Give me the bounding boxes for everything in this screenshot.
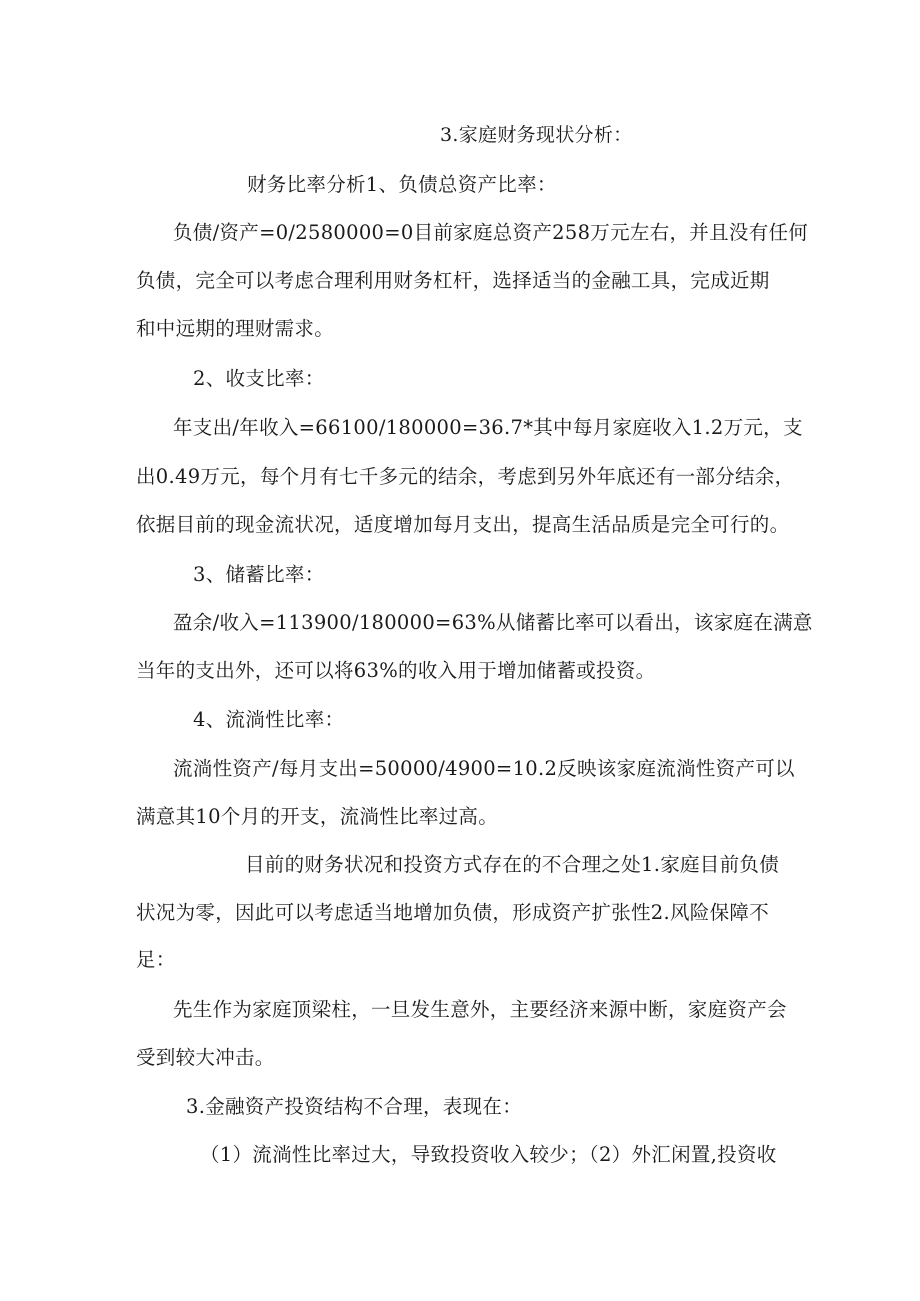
subheading-line: 3.金融资产投资结构不合理，表现在： [186, 1095, 523, 1118]
paragraph-line: 财务比率分析1、负债总资产比率： [247, 173, 557, 196]
paragraph-line: 先生作为家庭顶梁柱，一旦发生意外，主要经济来源中断，家庭资产会 [173, 998, 787, 1021]
subheading-line: 3、储蓄比率： [193, 563, 325, 586]
paragraph-line: 出0.49万元，每个月有七千多元的结余，考虑到另外年底还有一部分结余， [136, 465, 795, 488]
paragraph-line: 流淌性资产/每月支出=50000/4900=10.2反映该家庭流淌性资产可以 [173, 757, 795, 780]
paragraph-line: （1）流淌性比率过大，导致投资收入较少；（2）外汇闲置,投资收 [200, 1143, 777, 1166]
paragraph-line: 目前的财务状况和投资方式存在的不合理之处1.家庭目前负债 [245, 853, 780, 876]
paragraph-line: 依据目前的现金流状况，适度增加每月支出，提高生活品质是完全可行的。 [136, 513, 790, 536]
paragraph-line: 满意其10个月的开支，流淌性比率过高。 [136, 805, 499, 828]
paragraph-line: 和中远期的理财需求。 [136, 317, 335, 340]
paragraph-line: 足： [136, 948, 176, 971]
paragraph-line: 负债/资产=0/2580000=0目前家庭总资产258万元左右，并且没有任何 [173, 221, 809, 244]
paragraph-line: 当年的支出外，还可以将63%的收入用于增加储蓄或投资。 [136, 659, 656, 682]
paragraph-line: 受到较大冲击。 [136, 1046, 275, 1069]
subheading-line: 2、收支比率： [193, 367, 325, 390]
paragraph-line: 状况为零，因此可以考虑适当地增加负债，形成资产扩张性2.风险保障不 [136, 901, 770, 924]
paragraph-line: 负债，完全可以考虑合理利用财务杠杆，选择适当的金融工具，完成近期 [136, 269, 770, 292]
paragraph-line: 盈余/收入=113900/180000=63%从储蓄比率可以看出，该家庭在满意 [173, 611, 813, 634]
paragraph-line: 年支出/年收入=66100/180000=36.7*其中每月家庭收入1.2万元，支 [173, 416, 803, 439]
section-heading: 3.家庭财务现状分析： [440, 124, 633, 146]
subheading-line: 4、流淌性比率： [193, 708, 345, 731]
